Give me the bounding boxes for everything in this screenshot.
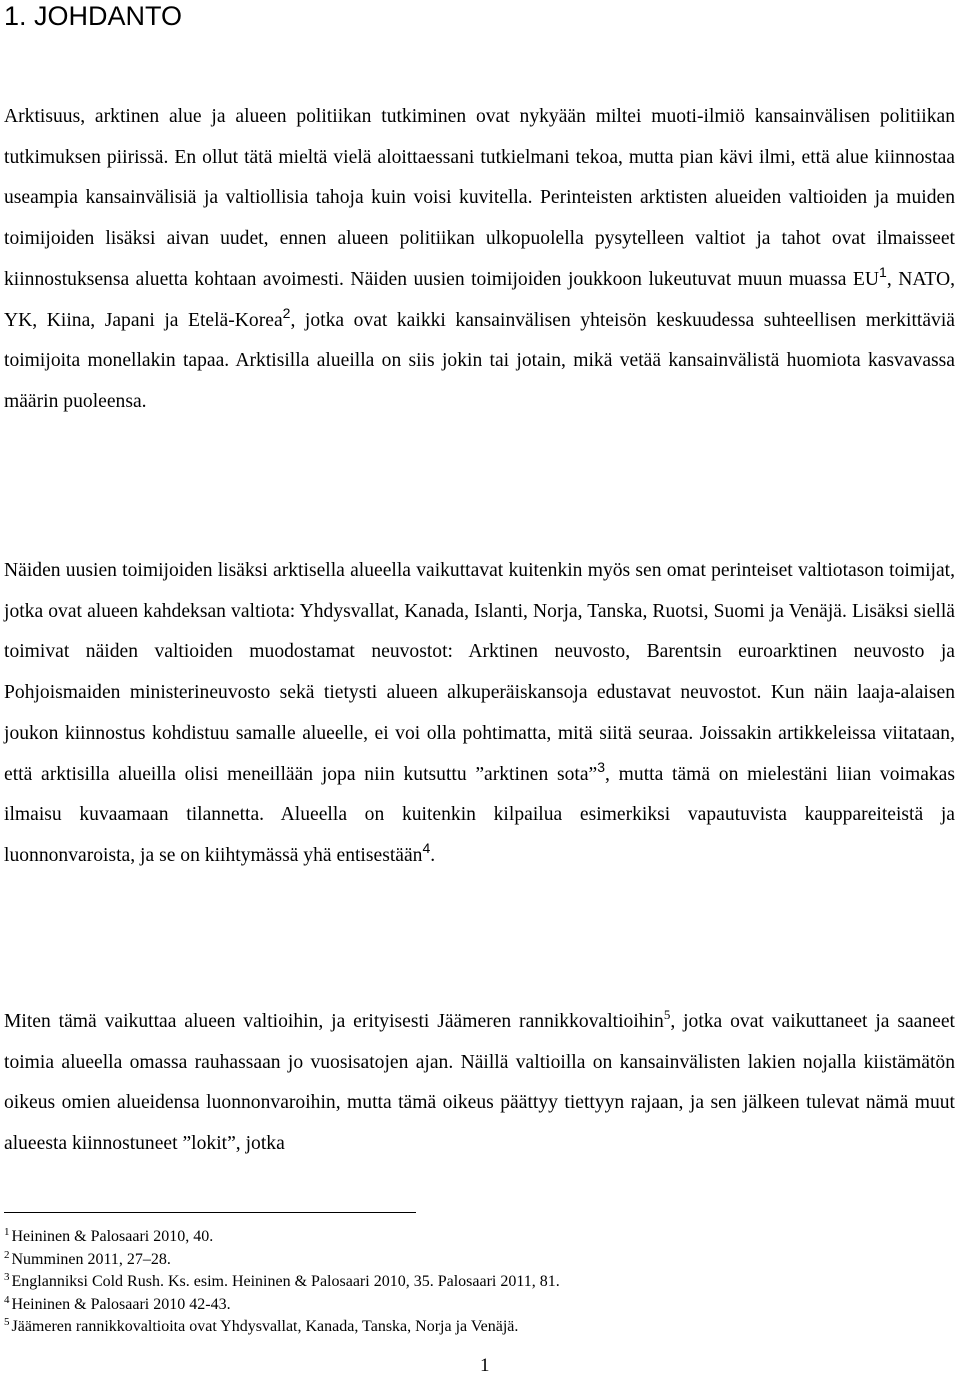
paragraph-text: , NATO, YK, Kiina, Japani ja Etelä-Korea (4, 268, 955, 331)
body-paragraph-2 (4, 551, 955, 877)
footnote-2 (4, 1249, 904, 1272)
footnote-ref-3: 3 (597, 758, 606, 775)
paragraph-text: Arktisuus, arktinen alue ja alueen politiikan tutkiminen ovat nykyään miltei muoti-ilmiö kansainvälisen politiikan tutkimuksen piirissä. En ollut tätä mieltä vielä aloittaessani tutkielmani tekoa, mutta pian kävi ilmi, että alue kiinnostaa useampia kansainvälisiä ja valtiollisia tahoja kuin voisi kuvitella. Perinteisten arktisten alueiden valtioiden ja muiden toimijoiden lisäksi aivan uudet, ennen alueen politiikan ulkopuolella pysytelleen valtiot ja tahot ovat ilmaisseet kiinnostuksensa aluetta kohtaan avoimesti. Näiden uusien toimijoiden joukkoon lukeutuvat muun muassa EU (4, 106, 955, 290)
footnote-ref-2: 2 (282, 304, 291, 321)
footnote-number: 3 (4, 1271, 10, 1283)
footnote-number: 4 (4, 1293, 10, 1306)
footnote-separator (4, 1212, 416, 1213)
footnote-number: 5 (4, 1316, 10, 1328)
footnote-number: 1 (4, 1226, 10, 1238)
footnote-text: Numminen 2011, 27–28. (11, 1250, 171, 1268)
footnote-3 (4, 1271, 904, 1294)
footnotes (4, 1226, 904, 1339)
paragraph-text: , mutta tämä on mielestäni liian voimakas ilmaisu kuvaamaan tilannetta. Alueella on kuitenkin kilpailua esimerkiksi vapautuvista kauppareiteistä ja luonnonvaroista, ja se on kiihtymässä yhä entisestään (4, 763, 956, 866)
paragraph-text: Näiden uusien toimijoiden lisäksi arktisella alueella vaikuttavat kuitenkin myös sen omat perinteiset valtiotason toimijat, jotka ovat alueen kahdeksan valtiota: Yhdysvallat, Kanada, Islanti, Norja, Tanska, Ruotsi, Suomi ja Venäjä. Lisäksi siellä toimivat näiden valtioiden muodostamat neuvostot: Arktinen neuvosto, Barentsin euroarktinen neuvosto ja Pohjoismaiden ministerineuvosto sekä tietysti alueen alkuperäiskansoja edustavat neuvostot. Kun näin laaja-alaisen joukon kiinnostus kohdistuu samalle alueelle, ei voi olla pohtimatta, mitä siitä seuraa. Joissakin artikkeleissa viitataan, että arktisilla alueilla olisi meneillään jopa niin kutsuttu ”arktinen sota” (4, 560, 955, 785)
body-paragraph-3 (4, 1002, 955, 1165)
footnote-text: Jäämeren rannikkovaltioita ovat Yhdysvallat, Kanada, Tanska, Norja ja Venäjä. (11, 1318, 519, 1335)
footnote-5 (4, 1316, 904, 1339)
footnote-ref-4: 4 (422, 839, 431, 856)
footnote-ref-1: 1 (879, 263, 887, 280)
footnote-text: Englanniksi Cold Rush. Ks. esim. Heininen & Palosaari 2010, 35. Palosaari 2011, 81. (11, 1273, 560, 1290)
page-number: 1 (480, 1355, 490, 1376)
chapter-heading: 1. JOHDANTO (4, 1, 183, 31)
paragraph-text: , jotka ovat vaikuttaneet ja saaneet toimia alueella omassa rauhassaan jo vuosisatojen ajan. Näillä valtioilla on kansainvälisten lakien nojalla kiistämätön oikeus omien alueidensa luonnonvaroihin, mutta tämä oikeus päättyy tiettyyn rajaan, ja sen jälkeen tulevat nämä muut alueesta kiinnostuneet ”lokit”, jotka (4, 1011, 955, 1155)
footnote-number: 2 (4, 1248, 10, 1261)
paragraph-text: Miten tämä vaikuttaa alueen valtioihin, ja erityisesti Jäämeren rannikkovaltioihin (4, 1011, 664, 1032)
footnote-text: Heininen & Palosaari 2010, 40. (11, 1228, 214, 1245)
body-paragraph-1 (4, 97, 955, 423)
footnote-1 (4, 1226, 904, 1249)
footnote-ref-5: 5 (663, 1007, 671, 1022)
footnote-text: Heininen & Palosaari 2010 42-43. (11, 1295, 231, 1313)
footnote-4 (4, 1294, 904, 1317)
paragraph-text: . (430, 844, 436, 866)
paragraph-text: , jotka ovat kaikki kansainvälisen yhteisön keskuudessa suhteellisen merkittäviä toimijoita monellakin tapaa. Arktisilla alueilla on siis jokin tai jotain, mikä vetää kansainvälistä huomiota kasvavassa määrin puoleensa. (4, 309, 955, 412)
